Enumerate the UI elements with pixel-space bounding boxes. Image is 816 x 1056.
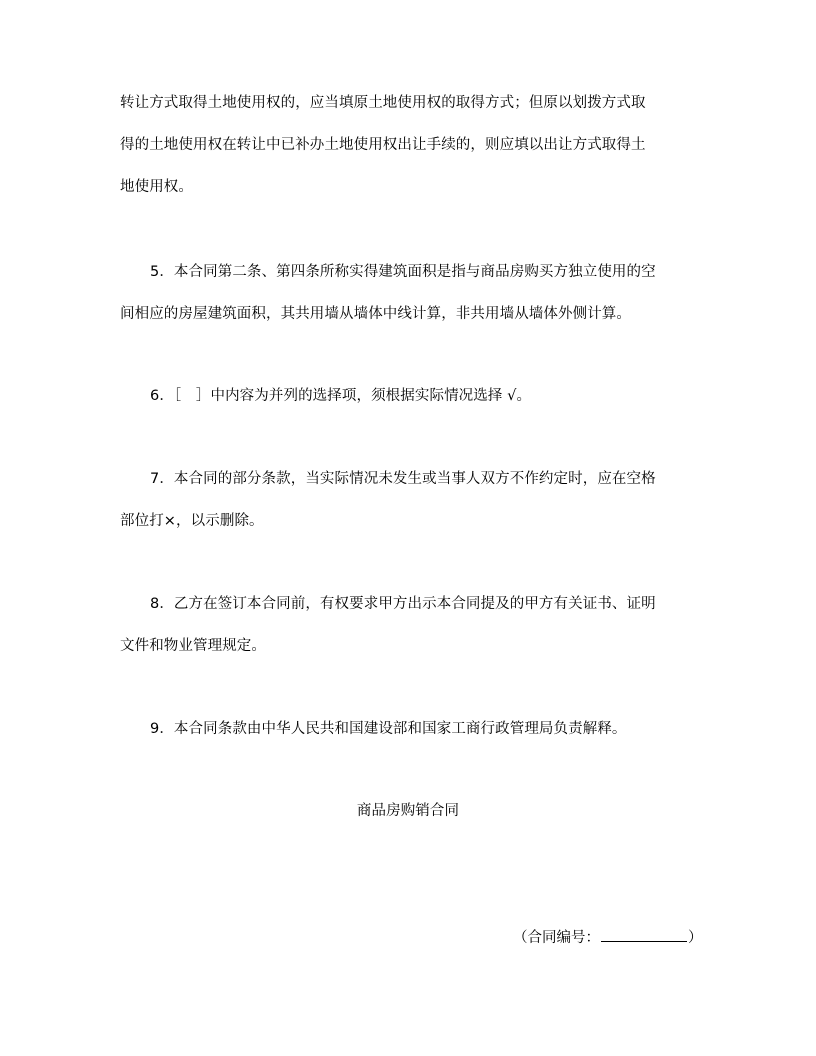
item-5-line: 5．本合同第二条、第四条所称实得建筑面积是指与商品房购买方独立使用的空: [150, 264, 656, 280]
item-7-line: 部位打×，以示删除。: [120, 513, 264, 529]
document-title: 商品房购销合同: [356, 803, 460, 819]
item-8-line: 文件和物业管理规定。: [120, 638, 266, 654]
item-6-line: 6．［ ］中内容为并列的选择项，须根据实际情况选择 √。: [150, 388, 532, 404]
item-8-line: 8．乙方在签订本合同前，有权要求甲方出示本合同提及的甲方有关证书、证明: [150, 596, 656, 612]
item-9-line: 9．本合同条款由中华人民共和国建设部和国家工商行政管理局负责解释。: [150, 721, 627, 737]
paragraph-line: 得的土地使用权在转让中已补办土地使用权出让手续的，则应填以出让方式取得土: [120, 137, 646, 153]
contract-number-label: （合同编号：: [513, 930, 600, 946]
contract-number-blank[interactable]: [601, 927, 687, 942]
contract-number-close: ）: [688, 930, 703, 946]
contract-number: [513, 927, 703, 948]
paragraph-line: 地使用权。: [120, 179, 193, 195]
item-7-line: 7．本合同的部分条款，当实际情况未发生或当事人双方不作约定时，应在空格: [150, 471, 656, 487]
item-5-line: 间相应的房屋建筑面积，其共用墙从墙体中线计算，非共用墙从墙体外侧计算。: [120, 306, 631, 322]
paragraph-line: 转让方式取得土地使用权的，应当填原土地使用权的取得方式；但原以划拨方式取: [120, 95, 646, 111]
